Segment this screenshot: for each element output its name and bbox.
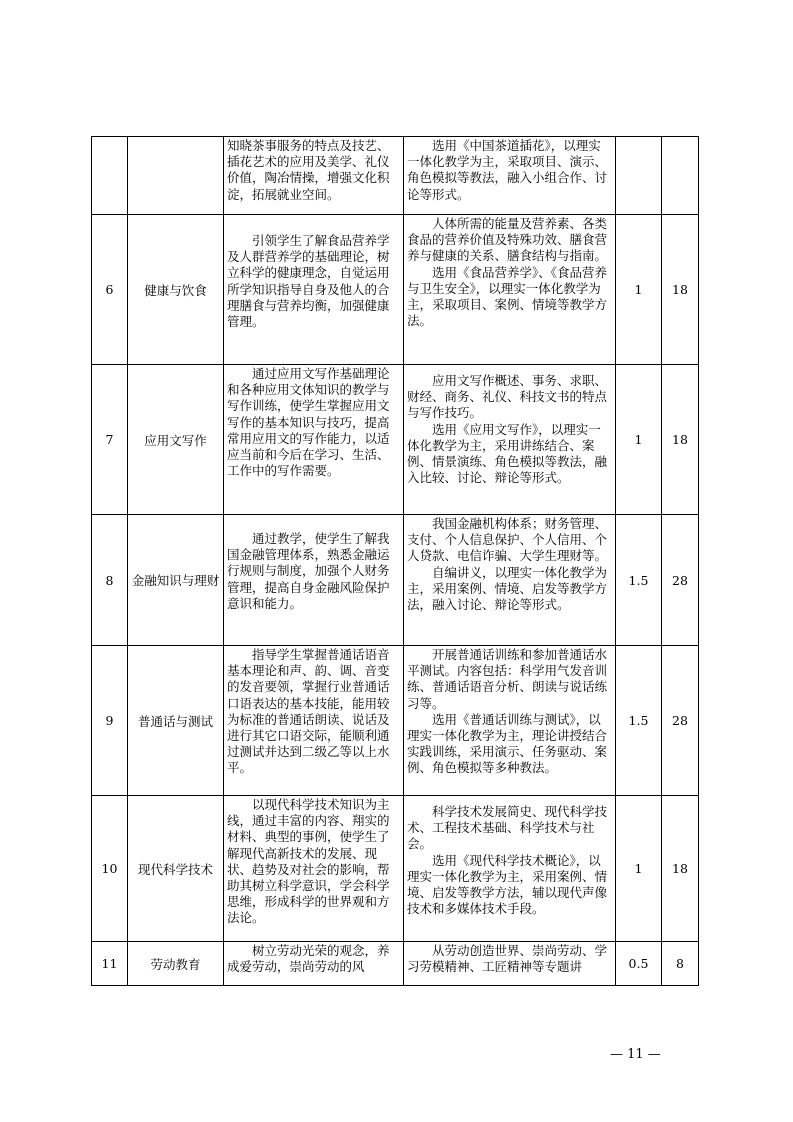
course-number-cell: 8 (92, 515, 128, 646)
course-goal-text: 通过应用文写作基础理论和各种应用文体知识的教学与写作训练，使学生掌握应用文写作的基本知识与技巧，提高常用应用文的写作能力，以适应当前和今后在学习、生活、工作中的写作需要。 (227, 366, 390, 479)
course-name-cell: 应用文写作 (128, 365, 224, 515)
course-content-cell (404, 137, 616, 215)
course-goal-text: 知晓茶事服务的特点及技艺、插花艺术的应用及美学、礼仪价值，陶冶情操，增强文化积淀，拓展就业空间。 (227, 138, 390, 202)
course-number-cell: 7 (92, 365, 128, 515)
course-goal-cell (224, 796, 404, 942)
table-row-putonghua (92, 646, 699, 796)
course-number-cell (92, 137, 128, 215)
course-name-cell (128, 137, 224, 215)
course-content-text: 选用《中国茶道插花》，以理实一体化教学为主，采取项目、演示、角色模拟等教法，融入小组合作、讨论等形式。 (407, 138, 608, 202)
course-number-cell: 6 (92, 215, 128, 365)
table-row-continued (92, 137, 699, 215)
table-row-labor-education (92, 942, 699, 986)
course-name-cell: 健康与饮食 (128, 215, 224, 365)
course-number-cell: 10 (92, 796, 128, 942)
course-credit-cell: 1.5 (616, 646, 662, 796)
course-content-cell (404, 515, 616, 646)
course-goal-cell (224, 942, 404, 986)
course-credit-cell: 1 (616, 215, 662, 365)
course-number-cell: 11 (92, 942, 128, 986)
course-content-text: 选用《现代科学技术概论》，以理实一体化教学为主，采用案例、情境、启发等教学方法，辅以现代声像技术和多媒体技术手段。 (407, 852, 608, 917)
course-goal-text: 引领学生了解食品营养学及人群营养学的基础理论，树立科学的健康理念，自觉运用所学知识指导自身及他人的合理膳食与营养均衡，加强健康管理。 (227, 233, 390, 330)
course-name-cell: 劳动教育 (128, 942, 224, 986)
course-content-text: 开展普通话训练和参加普通话水平测试。内容包括：科学用气发音训练、普通话语音分析、朗读与说话练习等。 (407, 647, 608, 711)
course-goal-text: 树立劳动光荣的观念，养成爱劳动，崇尚劳动的风 (227, 943, 390, 975)
course-hours-cell (662, 137, 699, 215)
course-content-cell (404, 942, 616, 986)
course-hours-cell: 28 (662, 646, 699, 796)
course-hours-cell: 18 (662, 365, 699, 515)
table-row-applied-writing (92, 365, 699, 515)
page-number: — 11 — (610, 1047, 661, 1062)
course-content-text: 选用《普通话训练与测试》，以理实一体化教学为主，理论讲授结合实践训练，采用演示、任务驱动、案例、角色模拟等多种教法。 (407, 711, 608, 776)
course-credit-cell: 1 (616, 365, 662, 515)
course-hours-cell: 18 (662, 796, 699, 942)
course-goal-cell (224, 515, 404, 646)
course-goal-text: 指导学生掌握普通话语音基本理论和声、韵、调、音变的发音要领，掌握行业普通话口语表达的基本技能，能用较为标准的普通话朗读、说话及进行其它口语交际，能顺利通过测试并达到二级乙等以上水平。 (227, 647, 390, 776)
course-goal-cell (224, 646, 404, 796)
course-hours-cell: 18 (662, 215, 699, 365)
course-content-text: 人体所需的能量及营养素、各类食品的营养价值及特殊功效、膳食营养与健康的关系、膳食结构与指南。 (407, 216, 608, 264)
course-goal-cell (224, 215, 404, 365)
course-credit-cell: 1 (616, 796, 662, 942)
table-row-modern-science (92, 796, 699, 942)
course-content-text: 从劳动创造世界、崇尚劳动、学习劳模精神、工匠精神等专题讲 (407, 943, 608, 975)
course-content-cell (404, 796, 616, 942)
table-row-finance (92, 515, 699, 646)
course-number-cell: 9 (92, 646, 128, 796)
course-content-cell (404, 646, 616, 796)
course-goal-cell (224, 137, 404, 215)
course-content-text: 选用《应用文写作》，以理实一体化教学为主，采用讲练结合、案例、情景演练、角色模拟等教法，融入比较、讨论、辩论等形式。 (407, 421, 608, 486)
course-content-text: 我国金融机构体系；财务管理、支付、个人信息保护、个人信用、个人贷款、电信诈骗、大学生理财等。 (407, 516, 608, 564)
course-goal-text: 以现代科学技术知识为主线，通过丰富的内容、翔实的材料、典型的事例，使学生了解现代高新技术的发展、现状、趋势及对社会的影响，帮助其树立科学意识，学会科学思维，形成科学的世界观和方法论。 (227, 797, 390, 926)
course-content-text: 自编讲义，以理实一体化教学为主，采用案例、情境、启发等教学方法，融入讨论、辩论等形式。 (407, 564, 608, 613)
course-credit-cell: 1.5 (616, 515, 662, 646)
course-name-cell: 现代科学技术 (128, 796, 224, 942)
course-table (91, 136, 699, 986)
course-goal-cell (224, 365, 404, 515)
course-goal-text: 通过教学，使学生了解我国金融管理体系，熟悉金融运行规则与制度，加强个人财务管理，提高自身金融风险保护意识和能力。 (227, 531, 390, 611)
course-content-text: 选用《食品营养学》、《食品营养与卫生安全》，以理实一体化教学为主，采取项目、案例、情境等教学方法。 (407, 264, 608, 329)
course-hours-cell: 28 (662, 515, 699, 646)
course-name-cell: 金融知识与理财 (128, 515, 224, 646)
course-content-text: 科学技术发展简史、现代科学技术、工程技术基础、科学技术与社会。 (407, 804, 608, 852)
course-name-cell: 普通话与测试 (128, 646, 224, 796)
course-credit-cell: 0.5 (616, 942, 662, 986)
course-credit-cell (616, 137, 662, 215)
course-content-cell (404, 215, 616, 365)
course-content-text: 应用文写作概述、事务、求职、财经、商务、礼仪、科技文书的特点与写作技巧。 (407, 373, 608, 421)
course-hours-cell: 8 (662, 942, 699, 986)
table-row-health-diet (92, 215, 699, 365)
course-content-cell (404, 365, 616, 515)
